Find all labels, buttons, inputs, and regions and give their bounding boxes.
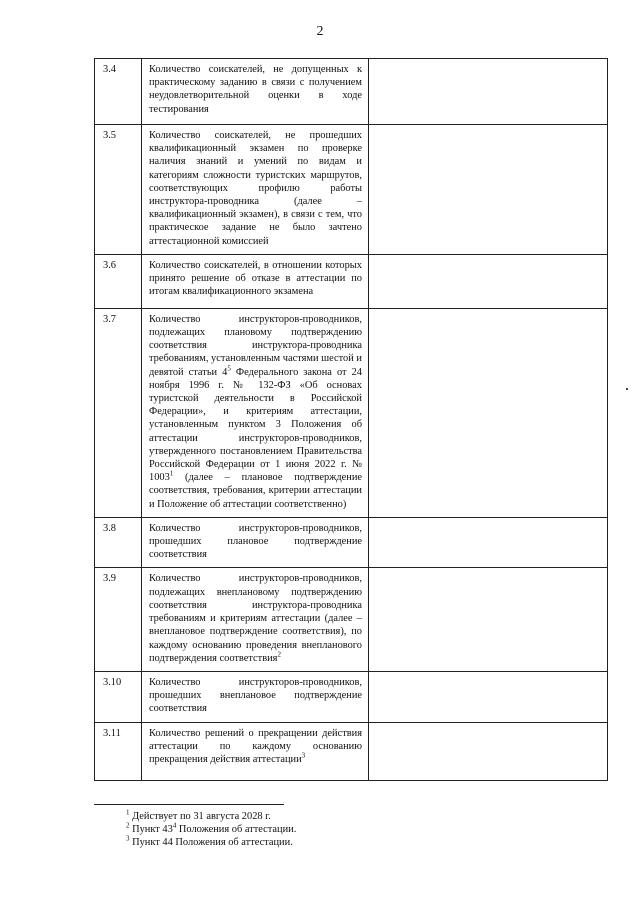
row-value [369, 722, 608, 780]
footnote-ref: 3 [301, 751, 306, 760]
text-part: Федерального закона от 24 ноября 1996 г. № 132-ФЗ «Об основах туристской деятельности в Российской Федерации», и критериям аттестации, установленным пунктом 3 Положения об аттестации инструкторов-проводников, утвержденного постановлением Правительства Российской Федерации от 1 июня 2022 г. № 1003 [149, 366, 362, 484]
scan-speck [626, 388, 628, 390]
row-number: 3.4 [95, 59, 142, 125]
page-number: 2 [316, 24, 324, 39]
row-value [369, 671, 608, 722]
text-part: Количество инструкторов-проводников, подлежащих внеплановому подтверждению соответствия инструктора-проводника требованиям и критериям аттестации (далее – внеплановое подтверждение соответствия), по каждому основанию проведения внепланового подтверждения соответствия [149, 573, 362, 664]
footnote-mark: 2 [126, 821, 130, 830]
row-number: 3.7 [95, 308, 142, 517]
table-row [95, 308, 608, 517]
table-row [95, 517, 608, 568]
report-table [94, 58, 608, 781]
table-row [95, 59, 608, 125]
footnote [126, 810, 296, 823]
footnote-mark: 3 [126, 834, 130, 843]
footnote [126, 836, 296, 849]
row-description [142, 722, 369, 780]
row-number: 3.8 [95, 517, 142, 568]
footnote-text: Действует по 31 августа 2028 г. [129, 811, 271, 822]
row-description [142, 308, 369, 517]
text-part: (далее – плановое подтверждение соответствия, требования, критерии аттестации и Положение об аттестации соответственно) [149, 472, 362, 510]
row-description: Количество соискателей, в отношении которых принято решение об отказе в аттестации по итогам квалификационного экзамена [142, 254, 369, 308]
row-value [369, 254, 608, 308]
table-row [95, 254, 608, 308]
row-number: 3.11 [95, 722, 142, 780]
row-description [142, 568, 369, 671]
text-part: Количество решений о прекращении действия аттестации по каждому основанию прекращения действия аттестации [149, 727, 362, 765]
row-description: Количество инструкторов-проводников, прошедших плановое подтверждение соответствия [142, 517, 369, 568]
row-number: 3.9 [95, 568, 142, 671]
footnote-superscript: 4 [172, 821, 177, 830]
row-description: Количество соискателей, не прошедших квалификационный экзамен по проверке наличия знаний и умений по видам и категориям сложности туристских маршрутов, соответствующих профилю работы инструктора-проводника (далее – квалификационный экзамен), в связи с тем, что практическое задание не было зачтено аттестационной комиссией [142, 125, 369, 255]
footnote-mark: 1 [126, 808, 130, 817]
row-value [369, 517, 608, 568]
footnote-ref: 2 [277, 650, 281, 659]
row-value [369, 568, 608, 671]
row-value [369, 308, 608, 517]
table-row [95, 125, 608, 255]
row-description: Количество соискателей, не допущенных к практическому заданию в связи с получением неудовлетворительной оценки в ходе тестирования [142, 59, 369, 125]
table-row [95, 568, 608, 671]
table-row [95, 671, 608, 722]
row-value [369, 125, 608, 255]
row-number: 3.10 [95, 671, 142, 722]
row-number: 3.6 [95, 254, 142, 308]
footnote-ref: 1 [169, 469, 174, 478]
row-value [369, 59, 608, 125]
row-description: Количество инструкторов-проводников, прошедших внеплановое подтверждение соответствия [142, 671, 369, 722]
footnote-text: Пункт 43 [129, 824, 173, 835]
footnotes [126, 810, 296, 849]
footnote [126, 823, 296, 836]
footnote-text: Пункт 44 Положения об аттестации. [129, 837, 293, 848]
row-number: 3.5 [95, 125, 142, 255]
footnote-divider [94, 804, 284, 805]
footnote-ref: 5 [227, 364, 231, 373]
text-part: Количество инструкторов-проводников, подлежащих плановому подтверждению соответствия инструктора-проводника требованиям, установленным частями шестой и девятой статьи 4 [149, 313, 362, 378]
table-row [95, 722, 608, 780]
footnote-text-tail: Положения об аттестации. [176, 824, 297, 835]
